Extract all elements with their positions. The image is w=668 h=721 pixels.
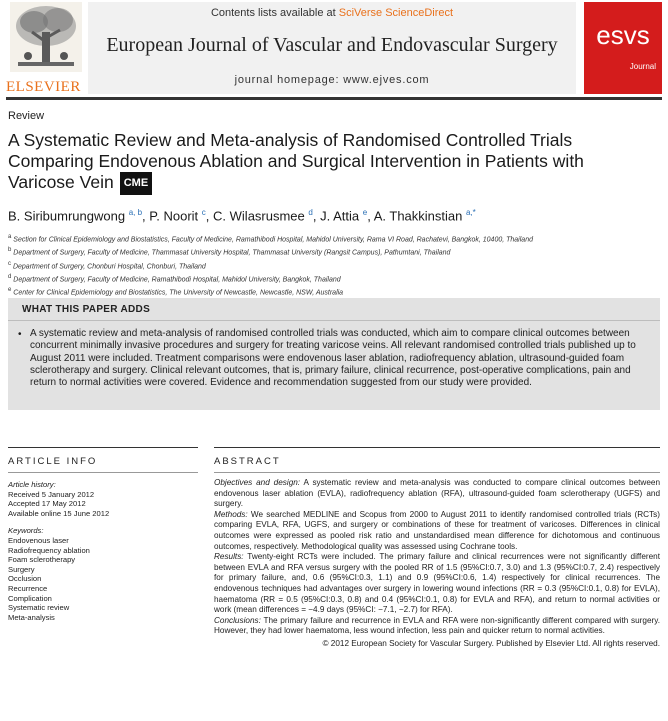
affiliation-item [8,245,658,258]
article-info-sub-rule [8,472,198,473]
bullet-icon: • [18,329,22,340]
affiliation-text: Department of Surgery, Faculty of Medicine, Ramathibodi Hospital, Mahidol University, Bangkok, Thailand [13,276,341,284]
journal-homepage [88,74,576,86]
article-info-heading: ARTICLE INFO [8,456,98,467]
author-name[interactable]: B. Siribumrungwong [8,208,126,224]
contents-prefix: Contents lists available at [210,7,336,19]
adds-heading: WHAT THIS PAPER ADDS [22,304,151,315]
author-affiliation-ref[interactable]: d [308,208,313,217]
keyword-item[interactable]: Foam sclerotherapy [8,555,76,565]
affiliation-item [8,272,658,285]
abstract-section-text: We searched MEDLINE and Scopus from 2000 to August 2011 to identify randomised controlled trials (RCTs) comparing EVLA, RFA, UGFS, and surgery or combinations of these for treatment of varicoses. Differences in clinical outcomes were expressed as pooled risk ratio and unstandardised mean difference for dichotomous and continuous outcomes, respectively. Methodological quality was assessed using Cochrane tools. [214,509,660,551]
esvs-logo[interactable] [584,2,662,94]
header-divider [6,97,662,100]
abstract-section-label: Conclusions: [214,615,261,625]
abstract-body [214,478,660,650]
keywords-label: Keywords: [8,526,44,536]
author-separator: , [142,208,150,224]
keyword-item[interactable]: Endovenous laser [8,535,69,545]
esvs-logo-text: esvs [596,20,650,50]
article-info-top-rule [8,447,198,448]
what-this-paper-adds-box [8,298,660,410]
history-item: Accepted 17 May 2012 [8,499,86,509]
affiliation-item [8,232,658,245]
affiliation-key: e [8,287,12,294]
author-separator: , [367,208,374,224]
article-type: Review [8,110,45,122]
author-separator: , [312,208,321,224]
affiliation-list [8,232,658,299]
abstract-section-text: Twenty-eight RCTs were included. The primary failure and clinical recurrences were not significantly different between EVLA and RFA versus surgery with the pooled RR of 1.5 (95%CI:0.7, 3.0) and 1.3 (95%CI:0.7, 2.4) respectively for primary failure, and, 0.6 (95%CI:0.3, 1.1) and 0.9 (95%CI:0.6, 1.4) respectively for clinical recurrences. The endovenous techniques had advantages over surgery in lowering wound infections (RR = 0.3 (95%CI:0.1, 0.8) for EVLA), haematoma (RR = 0.5 (95%CI:0.3, 0.8) and 0.4 (95%CI:0.1, 0.8) for EVLA and RFA), and return to normal activities or work (mean differences = −4.9 days (95%CI: −7.1, −2.7) for RFA). [214,552,660,615]
affiliation-text: Department of Surgery, Faculty of Medicine, Thammasat University Hospital, Thammasat University (Rangsit Campus), Pathumtani, Thailand [13,249,451,257]
keyword-item[interactable]: Systematic review [8,603,70,613]
sciencedirect-link[interactable]: SciVerse ScienceDirect [338,7,454,19]
affiliation-key: b [8,247,12,254]
abstract-objectives [214,478,660,510]
keyword-item[interactable]: Recurrence [8,583,48,593]
elsevier-logo[interactable] [6,2,84,95]
affiliation-text: Section for Clinical Epidemiology and Biostatistics, Faculty of Medicine, Ramathibodi Hospital, Mahidol University, Rama VI Road, Rachatevi, Bangkok, 10400, Thailand [13,236,533,244]
article-info [8,480,198,622]
publisher-name: ELSEVIER [6,79,81,95]
journal-header [0,0,668,96]
history-item: Received 5 January 2012 [8,489,95,499]
keyword-item[interactable]: Meta-analysis [8,612,55,622]
author-name[interactable]: C. Wilasrusmee [213,208,305,224]
author-name[interactable]: J. Attia [320,208,360,224]
abstract-methods [214,510,660,552]
author-list [8,208,476,223]
keyword-item[interactable]: Radiofrequency ablation [8,545,90,555]
keyword-item[interactable]: Occlusion [8,574,42,584]
author-separator: , [205,208,214,224]
abstract-section-text: A systematic review and meta-analysis was conducted to compare clinical outcomes between endovenous laser ablation (EVLA), radiofrequency ablation (RFA), ultrasound-guided foam sclerotherapy (UGFS) and surgery. [214,478,660,509]
abstract-sub-rule [214,472,660,473]
abstract-section-text: The primary failure and recurrence in EVLA and RFA were non-significantly different compared with surgery. However, they had lower haematoma, less wound infection, less pain and quicker return to normal activities. [214,615,660,636]
affiliation-key: a [8,234,12,240]
history-item: Available online 15 June 2012 [8,508,110,518]
author-affiliation-ref[interactable]: c [201,208,206,217]
journal-banner [88,2,576,94]
author-name[interactable]: P. Noorit [149,208,199,224]
homepage-prefix: journal homepage: [234,74,340,86]
author-affiliation-ref[interactable]: e [362,208,368,217]
abstract-section-label: Methods: [214,509,248,519]
abstract-section-label: Results: [214,552,244,562]
keyword-item[interactable]: Complication [8,593,52,603]
affiliation-item [8,259,658,272]
elsevier-tree-icon [10,2,82,72]
copyright-notice: © 2012 European Society for Vascular Surgery. Published by Elsevier Ltd. All rights reserved. [322,638,660,648]
author-name[interactable]: A. Thakkinstian [373,208,463,224]
affiliation-text: Center for Clinical Epidemiology and Biostatistics, The University of Newcastle, Newcastle, NSW, Australia [13,289,344,297]
adds-text: A systematic review and meta-analysis of randomised controlled trials was conducted, which aim to compare clinical outcomes between concurrent minimally invasive procedures and surgery for treating varicose veins. All relevant randomised controlled trials published up to August 2011 were included. Treatment comparisons were endovenous laser ablation, radiofrequency ablation, ultrasound-guided foam sclerotherapy and surgery. Clinical relevant outcomes, that is, primary failure, clinical recurrence, post-operative complications, pain and return to normal activities were covered. Evidence and recommendation suggested from our study were provided. [30,328,636,389]
cme-badge[interactable]: CME [120,172,152,195]
history-label: Article history: [8,480,56,489]
abstract-section-label: Objectives and design: [214,478,301,487]
affiliation-key: c [8,260,11,267]
affiliation-text: Department of Surgery, Chonburi Hospital, Chonburi, Thailand [12,262,206,270]
esvs-logo-subtext: Journal [629,62,656,71]
abstract-top-rule [214,447,660,448]
affiliation-key: d [8,273,12,280]
journal-title: European Journal of Vascular and Endovascular Surgery [106,34,558,56]
abstract-results [214,552,660,616]
spacer [8,518,198,526]
article-title: A Systematic Review and Meta-analysis of Randomised Controlled Trials Comparing Endovenous Ablation and Surgical Intervention in Patients with Varicose Vein [8,130,584,192]
affiliation-item [8,285,658,298]
homepage-link[interactable]: www.ejves.com [343,74,430,86]
contents-line [88,7,576,19]
author-affiliation-ref[interactable]: a,* [465,208,476,217]
author-affiliation-ref[interactable]: a, b [128,208,143,217]
abstract-conclusions [214,616,660,637]
article-title-block [8,130,648,195]
keyword-item[interactable]: Surgery [8,564,35,574]
abstract-heading: ABSTRACT [214,456,281,467]
adds-divider [8,320,660,321]
